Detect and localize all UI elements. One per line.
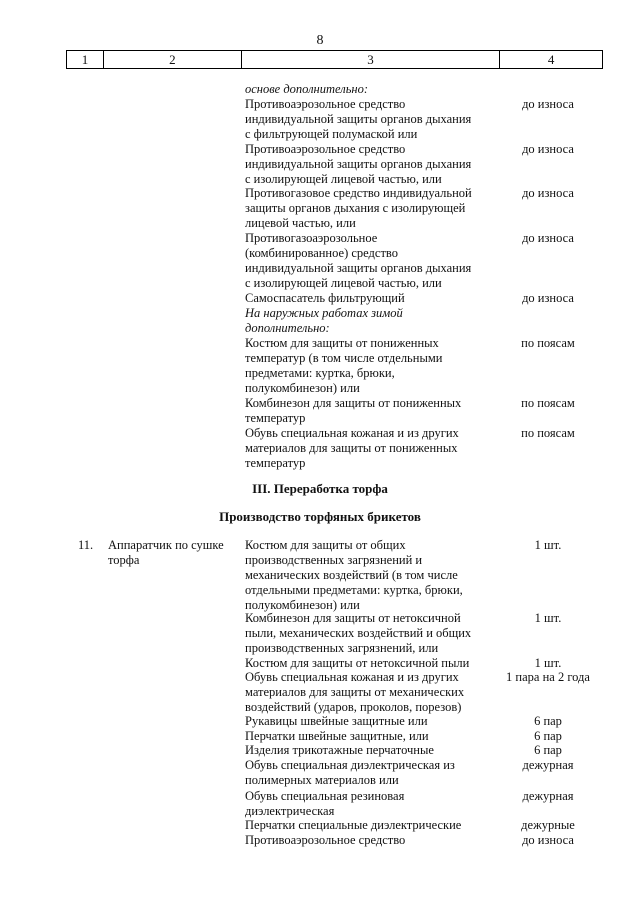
ppe-norm: по поясам	[521, 426, 575, 440]
ppe-item: Костюм для защиты от общих производственных загрязнений и механических воздействий (в том числе отдельными предметами: куртка, брюки, полукомбинезон) или	[245, 538, 463, 612]
ppe-item: Обувь специальная диэлектрическая из полимерных материалов или	[245, 758, 455, 787]
intro-italic: основе дополнительно:	[245, 82, 369, 96]
profession: Аппаратчик по сушке торфа	[108, 538, 224, 567]
ppe-norm: до износа	[522, 142, 574, 156]
ppe-item: Рукавицы швейные защитные или	[245, 714, 428, 728]
ppe-item: Перчатки специальные диэлектрические	[245, 818, 462, 832]
ppe-item: Противоаэрозольное средство индивидуальной защиты органов дыхания с фильтрующей полумаской или	[245, 97, 472, 141]
ppe-norm: до износа	[522, 291, 574, 305]
header-col-4: 4	[547, 51, 555, 67]
ppe-item: Комбинезон для защиты от пониженных температур	[245, 396, 462, 425]
header-col-3: 3	[242, 51, 501, 68]
ppe-item: Перчатки швейные защитные, или	[245, 729, 429, 743]
ppe-item: Обувь специальная кожаная и из других материалов для защиты от пониженных температур	[245, 426, 459, 470]
ppe-norm: 6 пар	[534, 714, 562, 728]
row-number: 11.	[78, 538, 94, 552]
ppe-item: Комбинезон для защиты от нетоксичной пыли, механических воздействий и общих производственных загрязнений, или	[245, 611, 472, 655]
ppe-item: Противогазоаэрозольное (комбинированное) средство индивидуальной защиты органов дыхания с изолирующей лицевой частью, или	[245, 231, 472, 290]
ppe-item: Изделия трикотажные перчаточные	[245, 743, 434, 757]
ppe-norm: дежурная	[522, 789, 574, 803]
header-col-1: 1	[67, 51, 104, 68]
ppe-item: Противоаэрозольное средство индивидуальной защиты органов дыхания с изолирующей лицевой частью, или	[245, 142, 472, 186]
ppe-norm: до износа	[522, 231, 574, 245]
table-header	[66, 50, 603, 69]
ppe-norm: до износа	[522, 97, 574, 111]
ppe-norm: 6 пар	[534, 729, 562, 743]
ppe-item: Обувь специальная кожаная и из других материалов для защиты от механических воздействий (ударов, проколов, порезов)	[245, 670, 465, 714]
ppe-norm: 1 шт.	[534, 611, 562, 625]
ppe-item: Противогазовое средство индивидуальной защиты органов дыхания с изолирующей лицевой частью, или	[245, 186, 472, 230]
ppe-item: Обувь специальная резиновая диэлектрическая	[245, 789, 405, 818]
header-col-2: 2	[104, 51, 242, 68]
ppe-norm: до износа	[522, 186, 574, 200]
page-number: 8	[316, 33, 324, 48]
ppe-item: Костюм для защиты от нетоксичной пыли	[245, 656, 470, 670]
ppe-norm: по поясам	[521, 336, 575, 350]
ppe-norm: до износа	[522, 833, 574, 847]
ppe-norm: дежурная	[522, 758, 574, 772]
ppe-item: Костюм для защиты от пониженных температур (в том числе отдельными предметами: куртка, брюки, полукомбинезон) или	[245, 336, 443, 395]
subsection-title: Производство торфяных брикетов	[219, 509, 421, 524]
ppe-norm: дежурные	[521, 818, 575, 832]
ppe-norm: 1 пара на 2 года	[506, 670, 590, 684]
section-title: III. Переработка торфа	[252, 481, 388, 496]
winter-italic: На наружных работах зимой дополнительно:	[245, 306, 403, 335]
ppe-item: Самоспасатель фильтрующий	[245, 291, 405, 305]
ppe-norm: 1 шт.	[534, 538, 562, 552]
ppe-item: Противоаэрозольное средство	[245, 833, 406, 847]
ppe-norm: 6 пар	[534, 743, 562, 757]
ppe-norm: 1 шт.	[534, 656, 562, 670]
ppe-norm: по поясам	[521, 396, 575, 410]
